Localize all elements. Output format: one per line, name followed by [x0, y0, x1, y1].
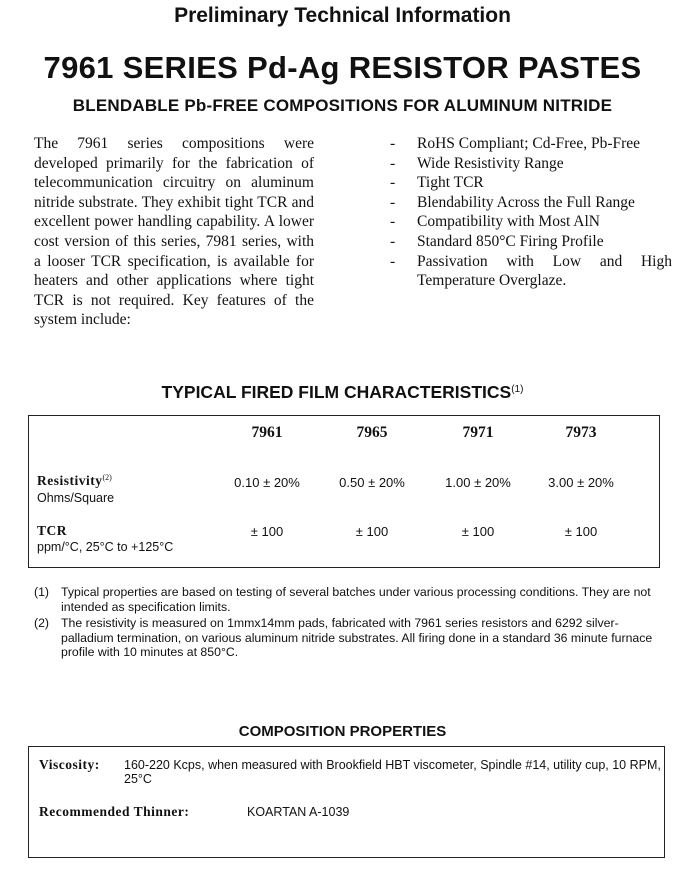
- row-label-resistivity: Resistivity$^{(2)}$: [37, 473, 112, 488]
- composition-heading: COMPOSITION PROPERTIES: [238, 723, 447, 740]
- column-header: 7965: [356, 424, 388, 441]
- viscosity-value: 160-220 Kcps, when measured with Brookfield HBT viscometer, Spindle #14, utility cup, 10 RPM, 25°C: [124, 758, 661, 786]
- feature-item: [390, 252, 672, 291]
- characteristics-table: [28, 415, 660, 568]
- table-cell: 1.00 ± 20%: [445, 475, 511, 490]
- bullet-dash: -: [390, 213, 396, 231]
- bullet-dash: -: [390, 252, 396, 270]
- table-cell: 3.00 ± 20%: [548, 475, 614, 490]
- feature-text: RoHS Compliant; Cd-Free, Pb-Free: [417, 135, 641, 152]
- bullet-dash: -: [390, 232, 396, 250]
- composition-box: [28, 746, 665, 858]
- feature-text: Tight TCR: [417, 174, 484, 192]
- feature-item: [390, 134, 672, 154]
- footnote-ref: (1): [511, 384, 524, 395]
- row-unit: ppm/°C, 25°C to +125°C: [37, 540, 174, 554]
- column-header: 7971: [462, 424, 494, 441]
- feature-item: [390, 154, 672, 174]
- feature-list: [390, 134, 672, 291]
- feature-text: Compatibility with Most AlN: [417, 213, 601, 231]
- column-header: 7973: [565, 424, 597, 441]
- fired-film-title: TYPICAL FIRED FILM CHARACTERISTICS: [161, 382, 512, 402]
- page-subtitle: BLENDABLE Pb-FREE COMPOSITIONS FOR ALUMINUM NITRIDE: [72, 96, 613, 115]
- feature-item: [390, 212, 672, 232]
- footnote: [34, 585, 664, 614]
- bullet-dash: -: [390, 154, 396, 172]
- fired-film-heading: [0, 382, 685, 403]
- feature-item: [390, 173, 672, 193]
- feature-item: [390, 193, 672, 213]
- footnote-text: Typical properties are based on testing of several batches under various processing conditions. They are not intended as specification limits.: [61, 585, 651, 614]
- footnote-text: The resistivity is measured on 1mmx14mm pads, fabricated with 7961 series resistors and 6292 silver-palladium termination, on various aluminum nitride substrates. All firing done in a standard 36 minute furnace profile with 10 minutes at 850°C.: [61, 616, 653, 659]
- thinner-value: KOARTAN A-1039: [247, 805, 350, 819]
- bullet-dash: -: [390, 135, 396, 152]
- table-cell: 0.50 ± 20%: [339, 475, 405, 490]
- thinner-label: Recommended Thinner:: [39, 804, 190, 819]
- table-cell: 0.10 ± 20%: [234, 475, 300, 490]
- column-header: 7961: [251, 424, 283, 441]
- feature-text: Standard 850°C Firing Profile: [417, 232, 604, 250]
- page-title: 7961 SERIES Pd-Ag RESISTOR PASTES: [43, 50, 642, 85]
- bullet-dash: -: [390, 193, 396, 211]
- row-unit: Ohms/Square: [37, 491, 115, 505]
- viscosity-label: Viscosity:: [39, 757, 100, 772]
- row-label-tcr: TCR: [37, 523, 68, 538]
- feature-text: Wide Resistivity Range: [417, 154, 564, 172]
- feature-item: [390, 232, 672, 252]
- footnote-number: (1): [34, 585, 50, 599]
- table-cell: ± 100: [564, 524, 598, 539]
- table-cell: ± 100: [250, 524, 284, 539]
- feature-text: Passivation with Low and High Temperature Overglaze.: [417, 252, 672, 290]
- bullet-dash: -: [390, 174, 396, 192]
- page-header: Preliminary Technical Information: [174, 4, 511, 27]
- table-cell: ± 100: [355, 524, 389, 539]
- table-cell: ± 100: [461, 524, 495, 539]
- feature-text: Blendability Across the Full Range: [417, 193, 635, 211]
- footnote: [34, 616, 664, 660]
- footnotes: [34, 585, 664, 662]
- footnote-number: (2): [34, 616, 50, 630]
- intro-paragraph: The 7961 series compositions were developed primarily for the fabrication of telecommunication circuitry on aluminum nitride substrate. They exhibit tight TCR and excellent power handling capability. A lower cost version of this series, 7981 series, with a looser TCR specification, is available for heaters and other applications where tight TCR is not required. Key features of the system include:: [34, 135, 314, 329]
- footnote-ref: (2): [102, 473, 112, 482]
